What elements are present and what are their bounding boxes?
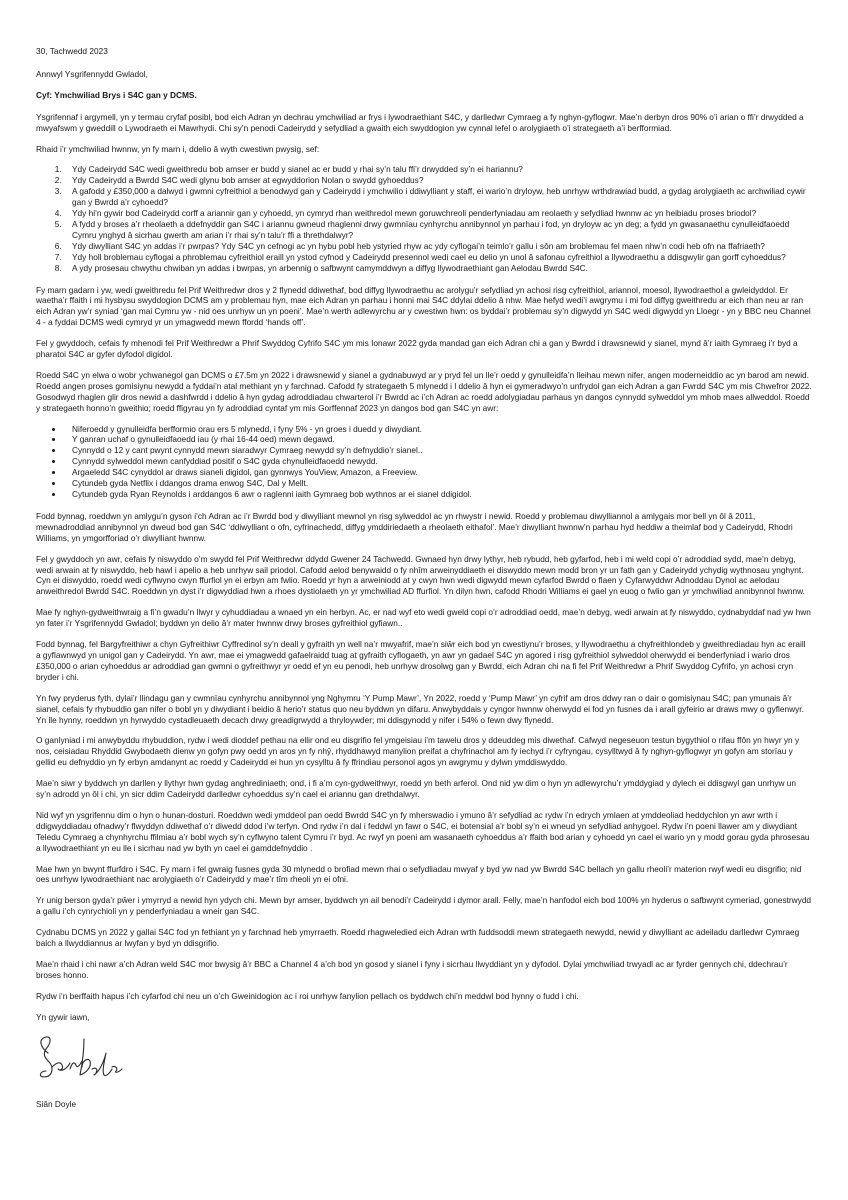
achievement-item: • Argaeledd S4C cynyddol ar draws sianeli digidol, gan gynnwys YouView, Amazon, a Freeview.	[64, 467, 812, 478]
signer-name: Siân Doyle	[36, 1098, 77, 1109]
body-paragraph: O ganlyniad i mi anwybyddu rhybuddion, rydw i wedi dioddef pethau na ellir ond eu disgrifio fel ymgeisiau i’m tawelu dros y ddeuddeg mis diwethaf. Cafwyd negeseuon testun bygythiol o rifau ffôn yn hwyr yn y nos, ceisiadau Rhyddid Gwybodaeth dienw yn gofyn pwy oedd yn aros yn fy nhŷ, rhyddhawyd manylion preifat a chyfrinachol am fy iechyd i’r cyfryngau, cysylltwyd â fy nghyn-gyflogwyr yn gofyn am storïau y gellid eu defnyddio yn fy erbyn amdanynt ac roedd y Cadeirydd ei hun yn cysylltu â fy ffrindiau personol agos yn awgrymu y dylwn ymddiswyddo.	[36, 735, 800, 768]
body-paragraph: Rydw i’n berffaith hapus i’ch cyfarfod chi neu un o’ch Gweinidogion ac i roi unrhyw fanylion pellach os byddwch chi’n meddwl bod hynny o fudd i chi.	[36, 990, 579, 1001]
body-paragraph: Fel y gwyddoch yn awr, cefais fy niswyddo o’m swydd fel Prif Weithredwr ddydd Gwener 24 Tachwedd. Gwnaed hyn drwy lythyr, heb rybudd, heb gyfarfod, heb i mi weld copi o’r adroddiad sydd, mae’n debyg, wedi arwain at fy niswyddo, heb hawl i apelio a heb unrhyw sail priodol. Cafodd aelod benywaidd o fy nhîm arweinyddiaeth ei diswyddo mewn modd bron yr un fath gan y Cadeirydd ychydig wythnosau ynghynt. Cyn ei diswyddo, roedd wedi cyflwyno cwyn ffurfiol yn ei erbyn am fwlio. Roedd yr hyn a arweiniodd at y cwyn hwn wedi digwydd mewn cyfarfod Bwrdd o flaen y Cyfarwyddwr Adnoddau Dynol ac aelodau anweithredol Bwrdd S4C. Roeddwn yn dyst i’r digwyddiad hwn a rhoes dystiolaeth yn yr ymchwiliad AD ffurfiol. Yn dilyn hwn, cafodd Rhodri Williams ei gael yn euog o fwlio gan yr ymchwiliad annibynnol hwnnw.	[36, 553, 805, 597]
salutation: Annwyl Ysgrifennydd Gwladol,	[36, 68, 148, 79]
body-paragraph: Fel y gwyddoch, cefais fy mhenodi fel Prif Weithredwr a Phrif Swyddog Cyfrifo S4C ym mis Ionawr 2022 gyda mandad gan eich Adran chi a gan y Bwrdd i drawsnewid y sianel, mynd â’r iaith Gymraeg i’r byd a pharatoi S4C ar gyfer dyfodol digidol.	[36, 338, 798, 360]
question-item: 1. Ydy Cadeirydd S4C wedi gweithredu bob amser er budd y sianel ac er budd y rhai sy’n talu ffi’r drwydded sy’n ei hariannu?	[64, 164, 812, 175]
question-item: 2. Ydy Cadeirydd a Bwrdd S4C wedi glynu bob amser at egwyddorion Nolan o swydd gyhoeddus?	[64, 175, 812, 186]
question-item: 7. Ydy holl broblemau cyflogai a phroblemau cyfreithiol eraill yn ystod cyfnod y Cadeirydd presennol wedi cael eu delio yn unol â safonau cyfreithiol a llywodraethu a ddisgwylir gan gorff cyhoeddus?	[64, 252, 812, 263]
achievement-item: • Cytundeb gyda Netflix i ddangos drama enwog S4C, Dal y Mellt.	[64, 478, 812, 489]
body-paragraph: Mae fy nghyn-gydweithwraig a fi’n gwadu’n llwyr y cyhuddiadau a wnaed yn ein herbyn. Ac, er nad wyf eto wedi gweld copi o’r adroddiad oedd, mae’n debyg, wedi arwain at fy niswyddo, cydnabyddaf nad yw hwn yn fater i’r Ysgrifennydd Gwladol; byddwn yn delio â’r mater hwnnw drwy broses gyfreithiol gyfiawn..	[36, 607, 811, 629]
questions-list	[36, 164, 812, 273]
body-paragraph: Cydnabu DCMS yn 2022 y gallai S4C fod yn fethiant yn y farchnad heb ymyrraeth. Roedd rhagweledied eich Adran wrth fuddsoddi mewn strategaeth newydd, newid y diwylliant ac adeiladu darlledwr Cymraeg balch a llwyddiannus ar lwyfan y byd yn ddisgrifio.	[36, 927, 800, 949]
achievement-item: • Niferoedd y gynulleidfa berfformio orau ers 5 mlynedd, i fyny 5% - yn groes i duedd y diwydiant.	[64, 424, 812, 435]
body-paragraph: Mae hwn yn bwynt ffurfdro i S4C. Fy marn i fel gwraig fusnes gyda 30 mlynedd o brofiad mewn rhai o sefydliadau mwyaf y byd yw nad yw Bwrdd S4C bellach yn gallu rheoli’r materion rwyf wedi eu disgrifio; nid oes unrhyw lywodraethiant nac arolygiaeth o’r Cadeirydd y mae’r tîm rheoli yn ei ofni.	[36, 863, 802, 885]
question-item: 3. A gafodd y £350,000 a dalwyd i gwmni cyfreithiol a benodwyd gan y Cadeirydd i ymchwilio i ddiwylliant y staff, ei wario’n dryloyw, heb unrhyw wrthdrawiad budd, a gydag arolygiaeth ac archwiliad cywir gan y Bwrdd a’r cyhoedd?	[64, 186, 812, 208]
body-paragraph: Nid wyf yn ysgrifennu dim o hyn o hunan-dosturi. Roeddwn wedi ymddeol pan oedd Bwrdd S4C yn fy mherswadio i ymuno â’r sefydliad ac rydw i’n edrych ymlaen at ymddeoliad heddychlon yn awr wrth i ddigwyddiadau ofnadwy’r flwyddyn ddiwethaf o’r diwedd ddod i’w terfyn. Ond rydw i’n dal i feddwl yn fawr o S4C, ei botensial a’r bobl sy’n ei wneud yn sefydliad anhygoel. Rydw i’n poeni llawer am y diwydiant Teledu Cymraeg a chynhyrchu ffilmiau a’r bobl wych sy’n cyflwyno talent Cymru i’r byd. Ac rwyf yn poeni am wasanaeth cyhoeddus a’r ffaith bod arian y cyhoedd yn cael ei wario yn y modd gorau gyda phrosesau a llywodraethiant yn eu lle i sicrhau nad yw byth yn cael ei gamddefnyddio .	[36, 809, 810, 853]
signature-image	[34, 1031, 154, 1089]
intro-paragraph: Ysgrifennaf i argymell, yn y termau cryfaf posibl, bod eich Adran yn dechrau ymchwiliad ar frys i lywodraethiant S4C, y darlledwr Cymraeg a fy nghyn-gyflogwr. Mae’n derbyn dros 90% o’i arian o ffi’r drwydded a mwyafswm y gweddill o Lywodraeth ei Mawrhydi. Chi sy’n penodi Cadeirydd y sefydliad a gwaith eich swyddogion yw cynnal lefel o arolygiaeth o’i strategaeth a’i berfformiad.	[36, 111, 804, 133]
body-paragraph: Roedd S4C yn elwa o wobr ychwanegol gan DCMS o £7.5m yn 2022 i drawsnewid y sianel a gydnabuwyd ar y pryd fel un lle’r oedd y gynulleidfa’n lleihau mewn nifer, angen moderneiddio ac yn barod am newid. Roedd angen proses gomisiynu newydd a fyddai’n atal methiant yn y farchnad. Cafodd fy strategaeth 5 mlynedd i l ddelio â hyn ei gymeradwyo’n unfrydol gan eich Adran a gan Fwrdd S4C ym mis Chwefror 2022. Gosodwyd rhaglen glir dros newid a dashfwrdd i ddelio â hyn gydag adroddiadau chwarterol i’r Bwrdd ac i’ch Adran ac roedd adolygiadau parhaus yn dangos cynnydd sylweddol ym mhob maes allweddol. Roedd y strategaeth honno’n gweithio; roedd ffigyrau yn fy adroddiad cyntaf ym mis Gorffennaf 2023 yn dangos bod gan S4C yn awr:	[36, 369, 812, 413]
letter-date: 30, Tachwedd 2023	[36, 46, 108, 56]
achievement-item: • Cynnydd o 12 y cant pwynt cynnydd mewn siaradwyr Cymraeg newydd sy’n defnyddio’r sianel..	[64, 445, 812, 456]
achievement-item: • Cynnydd sylweddol mewn canfyddiad positif o S4C gyda chynulleidfaoedd newydd.	[64, 456, 812, 467]
question-item: 5. A fydd y broses a’r rheolaeth a ddefnyddir gan S4C i ariannu gwneud rhaglenni drwy gwmnïau cynhyrchu annibynnol yn parhau i fod, yn dryloyw ac yn deg; a fydd yn gwasanaethu cynulleidfaoedd Cymru ynghyd â sicrhau gwerth am arian i’r rhai sy’n talu’r ffi a threthdalwyr?	[64, 219, 812, 241]
body-paragraph: Mae’n rhaid i chi nawr a’ch Adran weld S4C mor bwysig â’r BBC a Channel 4 a’ch bod yn gosod y sianel i fyny i sicrhau llwyddiant yn y dyfodol. Dylai ymchwiliad trwyadl ac ar fyrder gennych chi, ddechrau’r broses honno.	[36, 959, 788, 980]
questions-intro: Rhaid i’r ymchwiliad hwnnw, yn fy marn i, ddelio â wyth cwestiwn pwysig, sef:	[36, 143, 320, 154]
question-item: 8. A ydy prosesau chwythu chwiban yn addas i bwrpas, yn arbennig o safbwynt camymddwyn a diffyg llywodraethiant gan Aelodau Bwrdd S4C.	[64, 263, 812, 274]
subject-line: Cyf: Ymchwiliad Brys i S4C gan y DCMS.	[36, 89, 197, 100]
body-paragraph: Fodd bynnag, fel Bargyfreithiwr a chyn Gyfreithiwr Cyffredinol sy’n deall y gyfraith yn well na’r mwyafrif, mae’n siŵr eich bod yn cwestiynu’r broses, y llywodraethu a chyfreithlondeb y gweithrediadau hyn ac eraill a gyflawnwyd yn unigol gan y Cadeirydd. Yn awr, mae ei ymagwedd gafaelraidd tuag at gyfraith cyflogaeth, yn awr yn gadael S4C yn agored i risg gyfreithiol sylweddol oherwydd ei benderfyniad i wario dros £350,000 o arian cyhoeddus ar adroddiad gan gwmni o gyfreithwyr yr oedd ef yn eu penodi, heb unrhyw drosolwg gan y Bwrdd, eich Adran chi na fi fel Prif Weithredwr a Phrif Swyddog Cyfrifo, yn achosi cryn bryder i chi.	[36, 639, 806, 682]
body-paragraph: Mae’n siwr y byddwch yn darllen y llythyr hwn gydag anghrediniaeth; ond, i fi a’m cyn-gydweithwyr, roedd yn beth arferol. Ond nid yw dim o hyn yn adlewyrchu’r ymddygiad y dylech ei ddisgwyl gan unrhyw un sy’n adrodd yn ôl i chi, yn sicr ddim Cadeirydd darlledwr cyhoeddus sy’n cael ei ariannu gan drethdalwyr.	[36, 778, 797, 800]
closing: Yn gywir iawn,	[36, 1011, 90, 1022]
body-paragraph: Fy marn gadarn i yw, wedi gweithredu fel Prif Weithredwr dros y 2 flynedd ddiwethaf, bod diffyg llywodraethu ac arolygu’r sefydliad yn achosi risg cyfreithiol, ariannol, moesol, llywodraethol a gwleidyddol. Er waetha’r ffaith i mi hysbysu swyddogion DCMS am y problemau hyn, mae eich Adran yn parhau i honni mai S4C ddylai ddelio â nhw. Mae hefyd wedi’i awgrymu i mi fod diffyg gweithredu ar eich rhan neu ar ran eich Adran yw’r syniad ‘gan mai Cymru yw - nid oes unrhyw un yn poeni’. Mae’n werth adlewyrchu ar y cwestiwn hwn: os byddai’r problemau sy’n digwydd yn S4C wedi digwydd yn Lloegr - yn y BBC neu Channel 4 - a fyddai DCMS wedi cymryd yr un ymagwedd mewn ffordd ‘hands off’.	[36, 284, 811, 328]
body-paragraph: Yn fwy pryderus fyth, dylai’r llindagu gan y cwmnïau cynhyrchu annibynnol yng Nghymru ‘Y Pump Mawr’, Yn 2022, roedd y ‘Pump Mawr’ yn cyfrif am dros ddwy ran o dair o gomisiynau S4C; pan ymunais â’r sianel, cefais fy rhybuddio gan nifer o bobl yn y diwydiant i beidio â herio’r status quo neu byddwn yn difaru. Anwybyddais y cyngor hwnnw oherwydd ei fod yn fusnes da i arall gyfeirio ar draws mwy o gyflenwyr. Yn lle hynny, roeddwn yn hyrwyddo cystadleuaeth decach drwy greadigrwydd a thryloywder; mi ddisgynodd y nifer i 54% o fewn dwy flynedd.	[36, 692, 804, 725]
achievement-item: • Y ganran uchaf o gynulleidfaoedd iau (y rhai 16-44 oed) mewn degawd.	[64, 434, 812, 445]
body-paragraph: Fodd bynnag, roeddwn yn amlygu’n gyson i’ch Adran ac i’r Bwrdd bod y diwylliant mewnol yn risg sylweddol ac yn rhwystr i newid. Roedd y problemau diwylliannol a amlygais mor bell yn ôl â 2011, mewnadroddiad annibynnol yn dweud bod gan S4C ‘ddiwylliant o ofn, cyfrinachedd, diffyg ymddiriedaeth a rheolaeth eithafol’. Mae’r diwylliant hwnnw’n parhau hyd heddiw a theimlaf bod y Cadeirydd, Rhodri Williams, yn ymgorfforiad o’r diwylliant hwnnw.	[36, 510, 793, 543]
question-item: 6. Ydy diwylliant S4C yn addas i’r pwrpas? Ydy S4C yn cefnogi ac yn hybu pobl heb ystyried rhyw ac ydy cyflogai’n teimlo’r gallu i sôn am broblemau fel maen nhw’n codi heb ofn na ffafriaeth?	[64, 241, 812, 252]
achievement-item: • Cytundeb gyda Ryan Reynolds i arddangos 6 awr o raglenni iaith Gymraeg bob wythnos ar ei sianel ddigidol.	[64, 489, 812, 500]
achievements-list	[36, 424, 812, 500]
body-paragraph: Yr unig berson gyda’r pŵer i ymyrryd a newid hyn ydych chi. Mewn byr amser, byddwch yn ail benodi’r Cadeirydd i dymor arall. Felly, mae’n hanfodol eich bod 100% yn hyderus o safbwynt cymeriad, gonestrwydd a gallu i’ch cynrychioli yn y penderfyniadau a wneir gan S4C.	[36, 895, 812, 917]
question-item: 4. Ydy hi’n gywir bod Cadeirydd corff a ariannir gan y cyhoedd, yn cymryd rhan weithredol mewn goruwchreoli penderfyniadau am reolaeth y sefydliad hwnnw ac yn heibiadu proses briodol?	[64, 208, 812, 219]
